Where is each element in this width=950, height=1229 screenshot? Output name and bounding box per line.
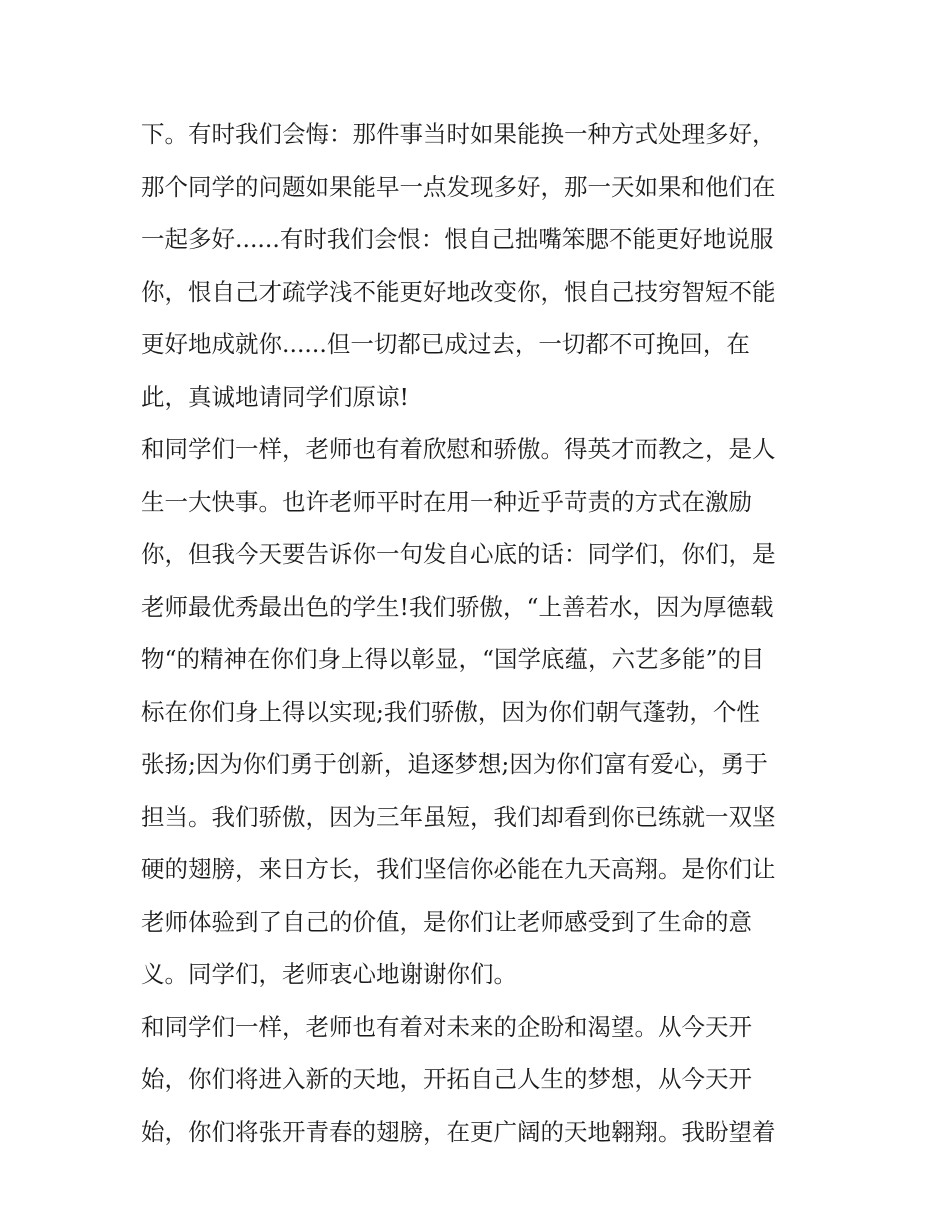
text-line: 始，你们将张开青春的翅膀，在更广阔的天地翱翔。我盼望着 — [141, 1117, 776, 1146]
text-line: 更好地成就你......但一切都已成过去，一切都不可挽回，在 — [141, 330, 750, 358]
text-line: 那个同学的问题如果能早一点发现多好，那一天如果和他们在 — [141, 172, 776, 201]
text-line: 一起多好......有时我们会恨：恨自己拙嘴笨腮不能更好地说服 — [141, 225, 774, 253]
text-line: 和同学们一样，老师也有着欣慰和骄傲。得英才而教之，是人 — [141, 435, 776, 463]
text-line: 老师体验到了自己的价值，是你们让老师感受到了生命的意 — [141, 907, 752, 936]
text-line: 张扬;因为你们勇于创新，追逐梦想;因为你们富有爱心，勇于 — [141, 750, 768, 778]
text-line: 义。同学们，老师衷心地谢谢你们。 — [141, 960, 517, 988]
text-line: 硬的翅膀，来日方长，我们坚信你必能在九天高翔。是你们让 — [141, 855, 776, 883]
text-line: 你，但我今天要告诉你一句发自心底的话：同学们，你们，是 — [141, 540, 776, 568]
text-line: 标在你们身上得以实现;我们骄傲，因为你们朝气蓬勃，个性 — [141, 697, 760, 726]
text-line: 老师最优秀最出色的学生!我们骄傲，“上善若水，因为厚德载 — [141, 592, 774, 621]
text-line: 担当。我们骄傲，因为三年虽短，我们却看到你已练就一双坚 — [141, 802, 776, 831]
text-line: 生一大快事。也许老师平时在用一种近乎苛责的方式在激励 — [141, 487, 752, 516]
text-line: 此，真诚地请同学们原谅! — [141, 382, 409, 411]
document-body — [141, 108, 813, 1158]
text-line: 下。有时我们会悔：那件事当时如果能换一种方式处理多好， — [141, 120, 776, 148]
text-line: 物“的精神在你们身上得以彰显，“国学底蕴，六艺多能”的目 — [141, 645, 765, 673]
text-line: 你，恨自己才疏学浅不能更好地改变你，恨自己技穷智短不能 — [141, 277, 776, 306]
text-line: 始，你们将进入新的天地，开拓自己人生的梦想，从今天开 — [141, 1065, 752, 1093]
text-line: 和同学们一样，老师也有着对未来的企盼和渴望。从今天开 — [141, 1012, 752, 1041]
